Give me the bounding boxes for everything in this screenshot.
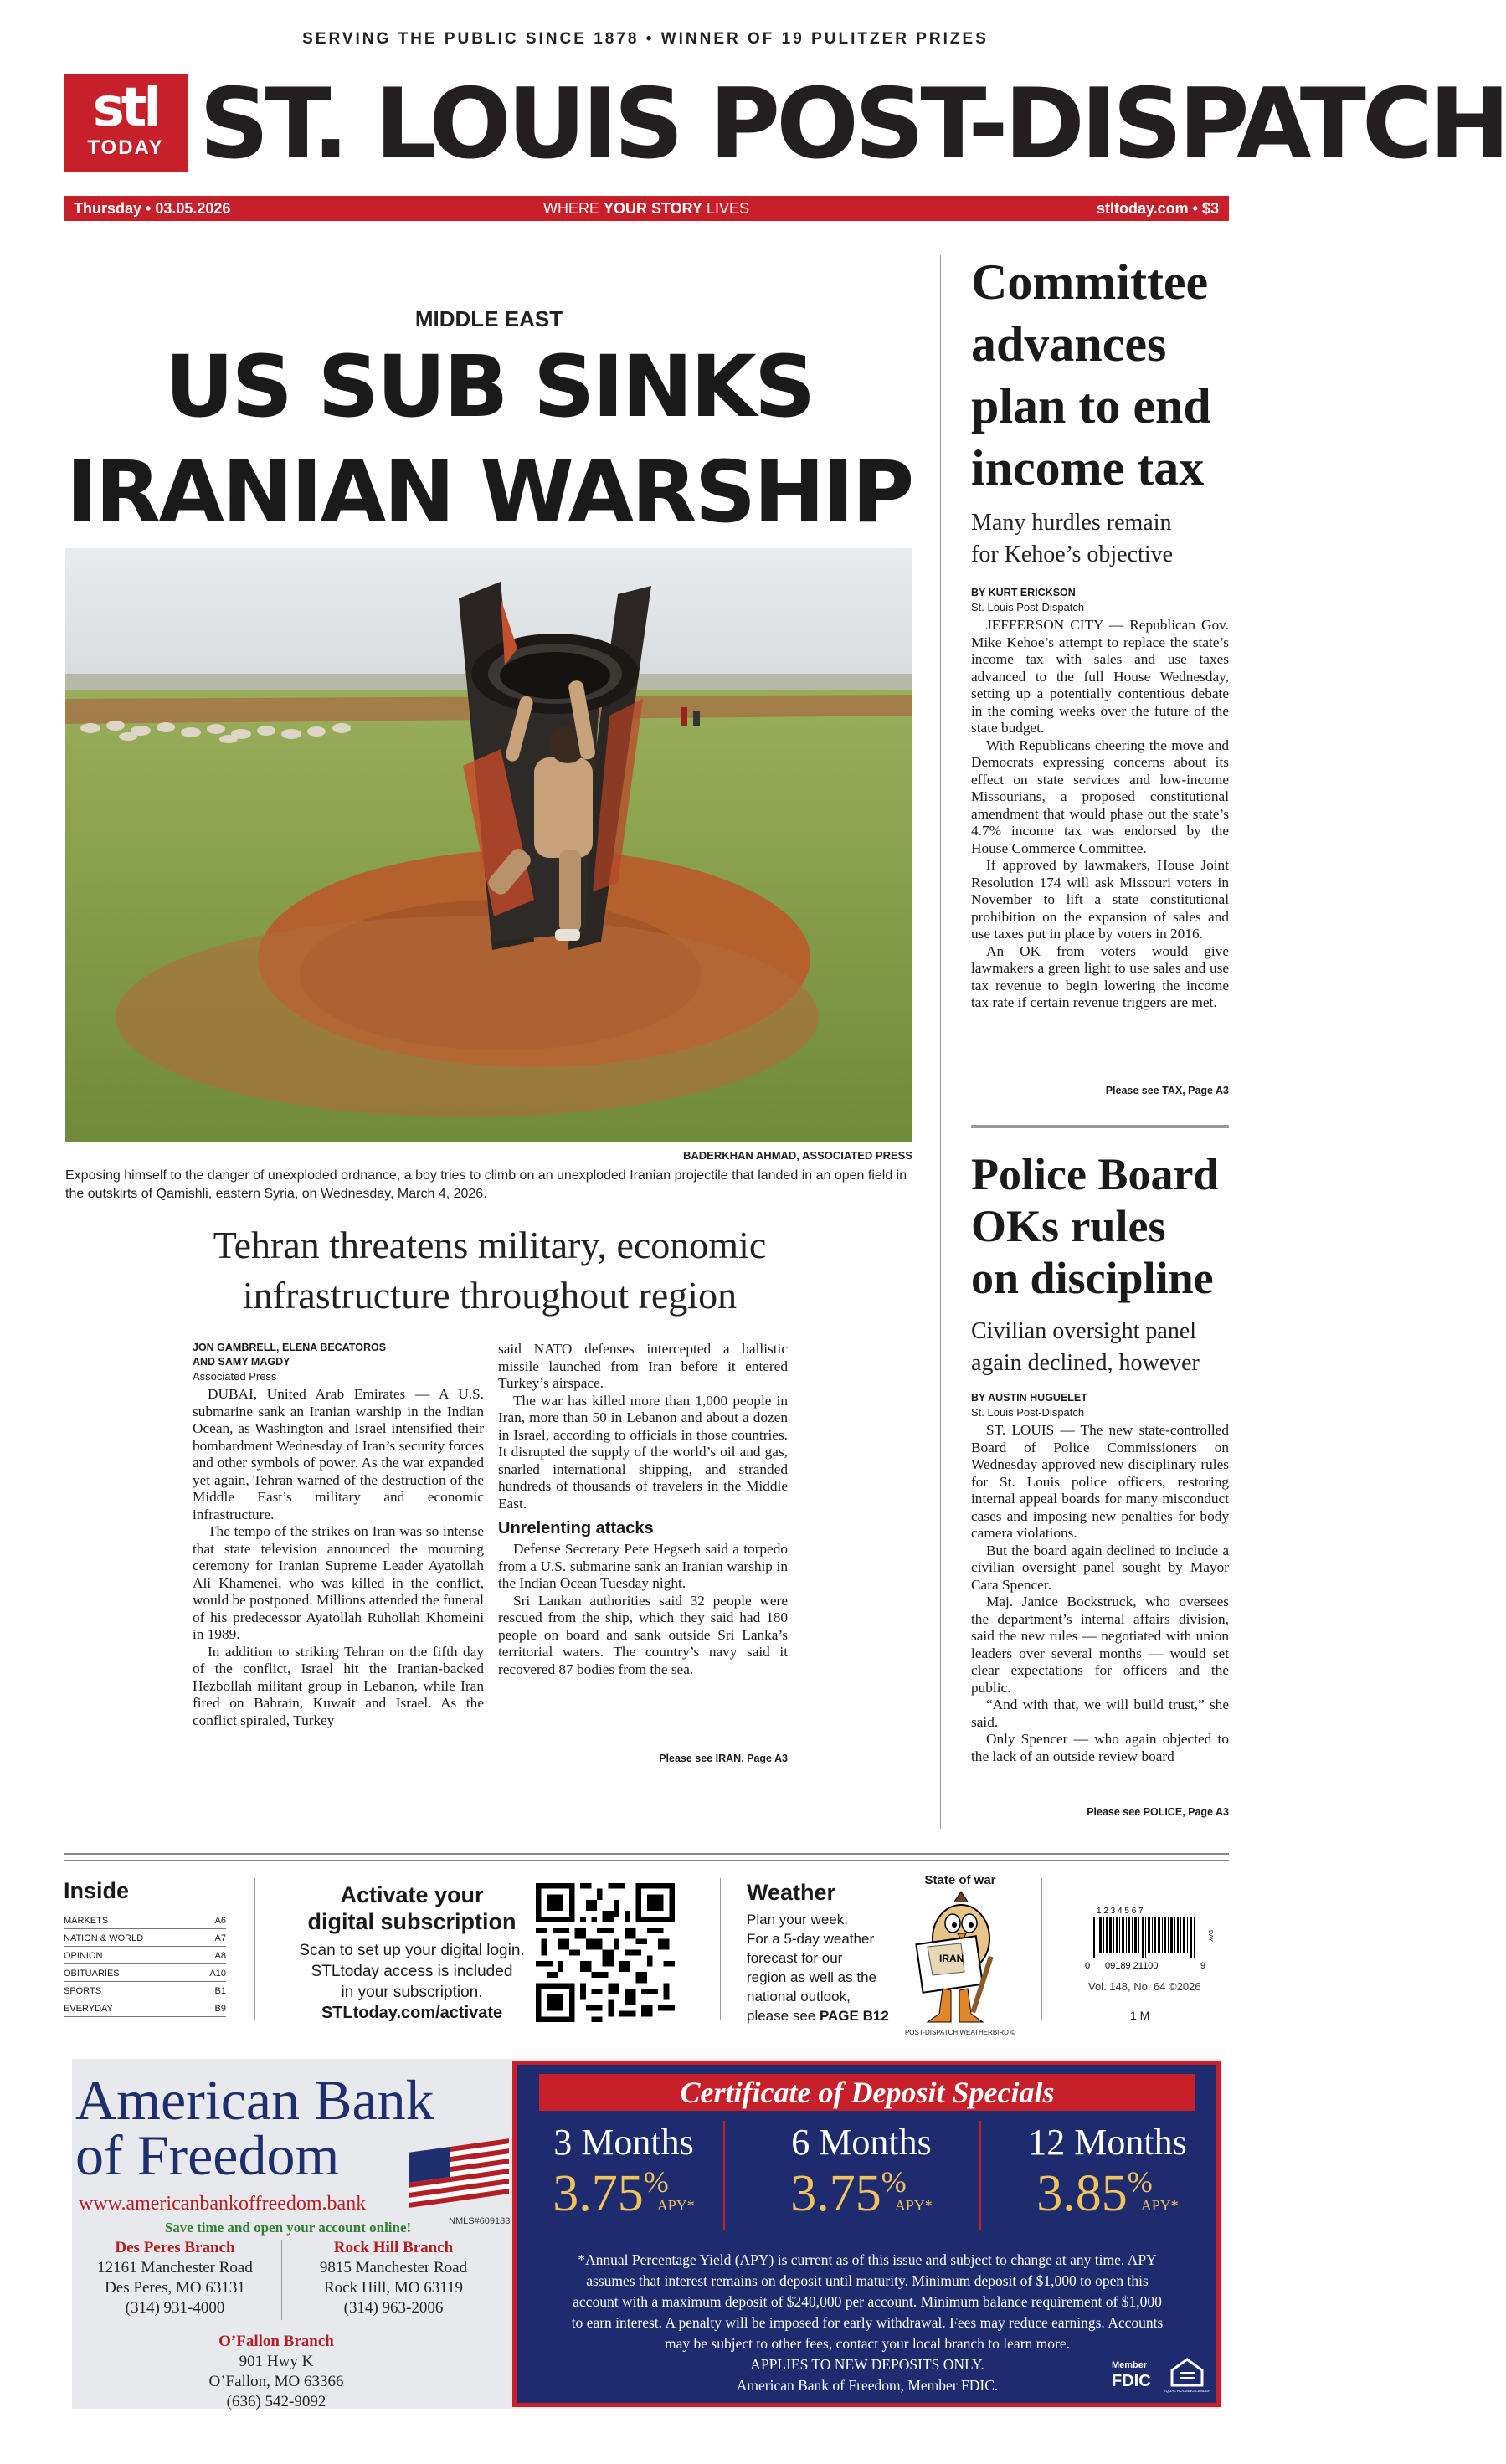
lead-paragraph: In addition to striking Tehran on the fifth day of the conflict, Israel hit the Iranian-backed Hezbollah militant group in Lebanon, while Iran fired on Bahrain, Kuwait and Israel. As the conflict spiraled, Turkey bbox=[193, 1643, 484, 1728]
weatherbird-art bbox=[902, 1888, 1028, 2030]
police-column bbox=[971, 1391, 1229, 1765]
rail-divider bbox=[971, 1125, 1229, 1128]
police-dek: Civilian oversight panel again declined, however bbox=[971, 1318, 1200, 1376]
lead-kicker: MIDDLE EAST bbox=[414, 306, 563, 331]
inside-item[interactable]: MARKETS A6 bbox=[64, 1912, 226, 1929]
lead-subhead: Tehran threatens military, economic infrastructure throughout region bbox=[213, 1224, 767, 1317]
barcode-graphic bbox=[1083, 1905, 1222, 1972]
equal-housing-graphic bbox=[1163, 2357, 1211, 2394]
lead-inner-head: Unrelenting attacks bbox=[498, 1519, 654, 1537]
cd-separator bbox=[979, 2121, 981, 2230]
police-byline: BY AUSTIN HUGUELET bbox=[971, 1392, 1087, 1404]
inside-item[interactable]: OBITUARIES A10 bbox=[64, 1964, 226, 1982]
tax-agency: St. Louis Post-Dispatch bbox=[971, 601, 1085, 613]
police-paragraph: Maj. Janice Bockstruck, who oversees the department’s internal affairs division, said the new rules — negotiated with union leaders over several months — would set clear expectations for officers and the public. bbox=[971, 1594, 1229, 1696]
bank-save-line: Save time and open your account online! bbox=[164, 2220, 412, 2236]
activate-title: Activate your digital subscription bbox=[307, 1882, 517, 1934]
issue-date: Thursday • 03.05.2026 bbox=[74, 200, 231, 217]
slogan: WHERE YOUR STORY LIVES bbox=[542, 200, 750, 217]
index-divider bbox=[720, 1878, 721, 2020]
police-jump-link[interactable]: Please see POLICE, Page A3 bbox=[1087, 1806, 1229, 1818]
svg-text:EQUAL HOUSING LENDER: EQUAL HOUSING LENDER bbox=[1163, 2389, 1211, 2393]
svg-text:9: 9 bbox=[1200, 1961, 1206, 1971]
svg-text:DAY: DAY bbox=[1207, 1930, 1213, 1942]
inside-item[interactable]: OPINION A8 bbox=[64, 1947, 226, 1964]
cd-rate-12-months: 3.85%APY* bbox=[1036, 2165, 1179, 2222]
index-divider bbox=[254, 1878, 255, 2020]
bank-url[interactable]: www.americanbankoffreedom.bank bbox=[79, 2193, 367, 2215]
flag-graphic bbox=[409, 2143, 509, 2210]
activate-url[interactable]: STLtoday.com/activate bbox=[321, 2004, 503, 2022]
weatherbird-caption: POST-DISPATCH WEATHERBIRD © bbox=[904, 2029, 1016, 2036]
cartoon-sign-text: IRAN bbox=[939, 1953, 964, 1964]
lead-agency: Associated Press bbox=[193, 1370, 277, 1383]
police-agency: St. Louis Post-Dispatch bbox=[971, 1406, 1085, 1419]
lead-paragraph: Sri Lankan authorities said 32 people were rescued from the ship, which they said had 180 people on board and sank outside Sri Lanka’s territorial waters. The country’s navy said it recovered 87 bodies from the sea. bbox=[498, 1592, 788, 1677]
qr-code[interactable] bbox=[536, 1883, 675, 2022]
lead-paragraph: The war has killed more than 1,000 people in Iran, more than 50 in Lebanon and about a dozen in Israel, according to officials in those countries. It disrupted the supply of the world’s oil and gas, snarled international shipping, and stranded hundreds of thousands of travelers in the Middle East. bbox=[498, 1392, 788, 1512]
lead-paragraph: The tempo of the strikes on Iran was so intense that state television announced the mourning ceremony for Iranian Supreme Leader Ayatollah Ali Khamenei, who was killed in the conflict, would be postponed. Millions attended the funeral of his predecessor Ayatollah Ruhollah Khomeini in 1989. bbox=[193, 1523, 484, 1642]
american-flag-logo bbox=[409, 2143, 509, 2210]
svg-text:1 2 3 4 5 6 7: 1 2 3 4 5 6 7 bbox=[1097, 1907, 1144, 1916]
column-divider bbox=[940, 255, 941, 1829]
nmls-number: NMLS#609183 bbox=[449, 2216, 511, 2226]
branch-rock-hill: Rock Hill Branch 9815 Manchester Road Rock Hill, MO 63119 (314) 963-2006 bbox=[319, 2239, 468, 2317]
branch-ofallon: O’Fallon Branch 901 Hwy K O’Fallon, MO 63366 (636) 542-9092 bbox=[208, 2333, 344, 2410]
inside-index bbox=[64, 1912, 226, 2017]
equal-housing-lender-icon bbox=[1163, 2357, 1211, 2394]
lead-photo-art bbox=[65, 548, 912, 1142]
tax-paragraph: JEFFERSON CITY — Republican Gov. Mike Kehoe’s attempt to replace the state’s income tax with sales and use taxes advanced to the full House Wednesday, setting up a potentially contentious debate in the coming weeks over the future of the state budget. bbox=[971, 617, 1229, 736]
index-strip-rule bbox=[64, 1853, 1229, 1861]
cd-disclaimer: *Annual Percentage Yield (APY) is current as of this issue and subject to change at any time. APY assumes that interest remains on deposit until maturity. Minimum deposit of $1,000 to open this account with a maximum deposit of $240,000 per account. Minimum balance requirement of $1,000 to earn interest. A penalty will be imposed for early withdrawal. Fees may reduce earnings. Accounts may be subject to other fees, contact your local branch to learn more. APPLIES TO NEW DEPOSITS ONLY. American Bank of Freedom, Member FDIC. bbox=[571, 2251, 1164, 2394]
lead-byline: JON GAMBRELL, ELENA BECATOROS AND SAMY MAGDY bbox=[193, 1342, 387, 1368]
weatherbird-cartoon bbox=[902, 1888, 1028, 2030]
qr-code-graphic bbox=[536, 1883, 675, 2022]
cd-term-3-months: 3 Months bbox=[553, 2122, 694, 2163]
inside-title: Inside bbox=[64, 1878, 130, 1903]
lead-column-1 bbox=[193, 1341, 484, 1729]
dateline-bar bbox=[64, 196, 1229, 221]
activate-body: Scan to set up your digital login. STLtoday access is included in your subscription. bbox=[299, 1942, 525, 2001]
police-paragraph: Only Spencer — who again objected to the lack of an outside review board bbox=[971, 1731, 1229, 1764]
logo-today-text: TODAY bbox=[87, 136, 164, 159]
tax-jump-link[interactable]: Please see TAX, Page A3 bbox=[1105, 1085, 1229, 1096]
masthead-tagline: SERVING THE PUBLIC SINCE 1878 • WINNER OF 19 PULITZER PRIZES bbox=[302, 30, 989, 48]
newspaper-nameplate: ST. LOUIS POST-DISPATCH bbox=[199, 68, 1506, 181]
inside-item[interactable]: NATION & WORLD A7 bbox=[64, 1929, 226, 1947]
lead-headline[interactable]: US SUB SINKS IRANIAN WARSHIP bbox=[65, 337, 912, 542]
cd-term-12-months: 12 Months bbox=[1028, 2122, 1187, 2163]
police-headline[interactable]: Police Board OKs rules on discipline bbox=[971, 1149, 1219, 1303]
tax-column bbox=[971, 586, 1229, 1012]
volume-info: Vol. 148, No. 64 ©2026 bbox=[1088, 1980, 1201, 1993]
lead-paragraph: Defense Secretary Pete Hegseth said a torpedo from a U.S. submarine sank an Iranian warship in the Indian Ocean Tuesday night. bbox=[498, 1541, 788, 1591]
lead-paragraph: DUBAI, United Arab Emirates — A U.S. submarine sank an Iranian warship in the Indian Ocean, as Washington and Israel intensified their bombardment Wednesday of Iran’s security forces and other symbols of power. As the war expanded yet again, Tehran warned of the destruction of the Middle East’s military and economic infrastructure. bbox=[193, 1386, 484, 1522]
photo-credit: BADERKHAN AHMAD, ASSOCIATED PRESS bbox=[683, 1149, 912, 1162]
upc-barcode bbox=[1083, 1905, 1222, 1972]
index-divider bbox=[1041, 1878, 1042, 2020]
lead-paragraph: said NATO defenses intercepted a ballistic missile launched from Iran before it entered Turkey’s airspace. bbox=[498, 1341, 788, 1391]
police-paragraph: But the board again declined to include a civilian oversight panel sought by Mayor Cara Spencer. bbox=[971, 1542, 1229, 1593]
tax-dek: Many hurdles remain for Kehoe’s objective bbox=[971, 510, 1174, 567]
tax-byline: BY KURT ERICKSON bbox=[971, 587, 1076, 598]
weather-body: Plan your week: For a 5-day weather forecast for our region as well as the national outlook, please see PAGE B12 bbox=[747, 1912, 889, 2024]
edition-mark: 1 M bbox=[1130, 2009, 1150, 2022]
weather-title: Weather bbox=[747, 1880, 836, 1905]
lead-column-2 bbox=[498, 1341, 788, 1678]
police-paragraph: ST. LOUIS — The new state-controlled Board of Police Commissioners on Wednesday approved new disciplinary rules for St. Louis police officers, restoring internal appeal boards for many misconduct cases and imposing new penalties for body camera violations. bbox=[971, 1422, 1229, 1541]
state-of-war-title: State of war bbox=[924, 1873, 996, 1887]
police-paragraph: “And with that, we will build trust,” she said. bbox=[971, 1697, 1229, 1730]
svg-text:09189 21100: 09189 21100 bbox=[1105, 1961, 1159, 1971]
branch-des-peres: Des Peres Branch 12161 Manchester Road Des Peres, MO 63131 (314) 931-4000 bbox=[97, 2239, 253, 2317]
cd-rate-6-months: 3.75%APY* bbox=[790, 2165, 933, 2222]
lead-jump-link[interactable]: Please see IRAN, Page A3 bbox=[659, 1753, 788, 1764]
branch-divider bbox=[281, 2240, 282, 2320]
bank-name: American Bank of Freedom bbox=[75, 2068, 434, 2187]
cd-term-6-months: 6 Months bbox=[791, 2122, 932, 2163]
logo-stl-text: stl bbox=[92, 77, 159, 139]
inside-item[interactable]: EVERYDAY B9 bbox=[64, 1999, 226, 2017]
weather-page-ref[interactable]: PAGE B12 bbox=[819, 2008, 889, 2024]
fdic-logo: Member FDIC bbox=[1112, 2360, 1151, 2390]
cd-title: Certificate of Deposit Specials bbox=[539, 2074, 1195, 2111]
cd-rate-3-months: 3.75%APY* bbox=[553, 2165, 695, 2222]
inside-item[interactable]: SPORTS B1 bbox=[64, 1982, 226, 1999]
cd-separator bbox=[723, 2121, 725, 2230]
tax-headline[interactable]: Committee advances plan to end income tax bbox=[971, 254, 1211, 495]
site-and-price[interactable]: stltoday.com • $3 bbox=[1096, 200, 1219, 217]
tax-paragraph: If approved by lawmakers, House Joint Resolution 174 will ask Missouri voters in November to lift a state constitutional prohibition on the expansion of sales and use taxes put in place by voters in 2016. bbox=[971, 857, 1229, 942]
stltoday-logo[interactable] bbox=[64, 74, 188, 172]
tax-paragraph: With Republicans cheering the move and Democrats expressing concerns about its effect on state services and low-income Missourians, a proposed constitutional amendment that would phase out the state’s 4.7% income tax was endorsed by the House Commerce Committee. bbox=[971, 737, 1229, 856]
tax-paragraph: An OK from voters would give lawmakers a green light to use sales and use tax revenue to begin lowering the income tax rate if certain revenue triggers are met. bbox=[971, 942, 1229, 1010]
svg-text:0: 0 bbox=[1085, 1961, 1091, 1971]
lead-photo[interactable] bbox=[65, 548, 912, 1142]
photo-caption: Exposing himself to the danger of unexploded ordnance, a boy tries to climb on an unexploded Iranian projectile that landed in an open field in the outskirts of Qamishli, eastern Syria, on Wednesday, March 4, 2026. bbox=[65, 1168, 907, 1201]
